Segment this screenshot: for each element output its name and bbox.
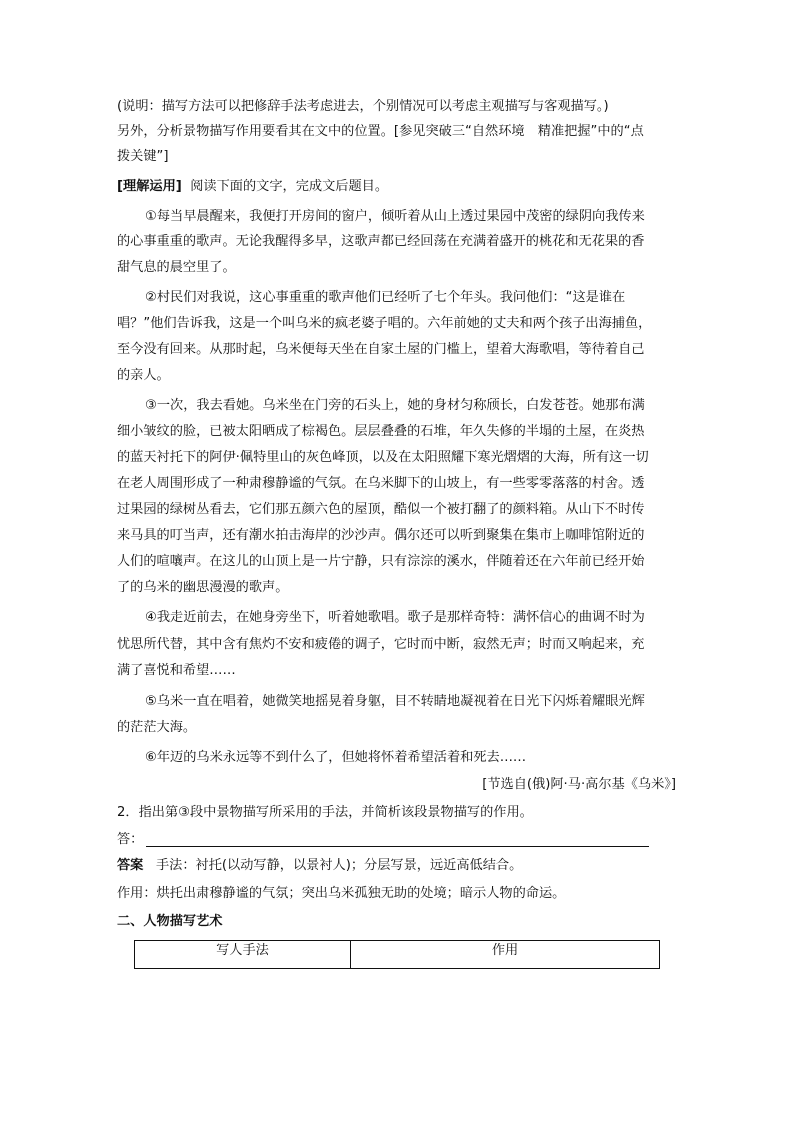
section-heading: 二、人物描写艺术 bbox=[117, 914, 223, 929]
passage-line: 过果园的绿树丛看去，它们那五颜六色的屋顶，酷似一个被打翻了的颜料箱。从山下不时传 bbox=[117, 502, 645, 517]
exercise-header bbox=[117, 178, 677, 196]
passage-line: ④我走近前去，在她身旁坐下，听着她歌唱。歌子是那样奇特：满怀信心的曲调不时为 bbox=[145, 610, 645, 625]
passage-line: 的心事重重的歌声。无论我醒得多早，这歌声都已经回荡在充满着盛开的桃花和无花果的香 bbox=[117, 234, 645, 249]
passage-line: 唱？”他们告诉我，这是一个叫乌米的疯老婆子唱的。六年前她的丈夫和两个孩子出海捕鱼， bbox=[117, 316, 652, 331]
passage-line: 人们的喧嚷声。在这儿的山顶上是一片宁静，只有淙淙的溪水，伴随着还在六年前已经开始 bbox=[117, 554, 645, 569]
passage-line: 至今没有回来。从那时起，乌米便每天坐在自家土屋的门槛上，望着大海歌唱，等待着自己 bbox=[117, 342, 645, 357]
passage-line: ②村民们对我说，这心事重重的歌声他们已经听了七个年头。我问他们：“这是谁在 bbox=[145, 290, 626, 305]
passage-line: 的茫茫大海。 bbox=[117, 720, 197, 735]
passage-line: 在老人周围形成了一种肃穆静谧的气氛。在乌米脚下的山坡上，有一些零零落落的村舍。透 bbox=[117, 476, 645, 491]
intro-note: (说明：描写方法可以把修辞手法考虑进去，个别情况可以考虑主观描写与客观描写。) bbox=[117, 99, 609, 114]
answer-blank-line bbox=[146, 846, 649, 847]
exercise-tag: [理解运用] bbox=[117, 179, 182, 194]
answer-method-line bbox=[117, 857, 677, 875]
passage-line: 甜气息的晨空里了。 bbox=[117, 260, 236, 275]
answer-label: 答案 bbox=[117, 858, 144, 873]
passage-source: [节选自(俄)阿·马·高尔基《乌米》] bbox=[482, 777, 676, 792]
passage-line: 来马具的叮当声，还有潮水拍击海岸的沙沙声。偶尔还可以听到聚集在集市上咖啡馆附近的 bbox=[117, 528, 645, 543]
passage-line: 忧思所代替，其中含有焦灼不安和疲倦的调子，它时而中断，寂然无声；时而又响起来，充 bbox=[117, 637, 645, 652]
intro-line-2: 另外，分析景物描写作用要看其在文中的位置。[参见突破三“自然环境 精准把握”中的“点 bbox=[117, 124, 644, 139]
table-header-cell: 写人手法 bbox=[135, 941, 351, 969]
passage-line: 了的乌米的幽思漫漫的歌声。 bbox=[117, 580, 289, 595]
table-header-cell: 作用 bbox=[351, 941, 660, 969]
question-text: 2．指出第③段中景物描写所采用的手法，并简析该段景物描写的作用。 bbox=[117, 805, 533, 820]
passage-line: ③一次，我去看她。乌米坐在门旁的石头上，她的身材匀称颀长，白发苍苍。她那布满 bbox=[145, 398, 645, 413]
intro-line-3: 拨关键”] bbox=[117, 149, 169, 164]
table-header-row bbox=[135, 941, 660, 969]
passage-line: ⑥年迈的乌米永远等不到什么了，但她将怀着希望活着和死去…… bbox=[145, 750, 527, 765]
exercise-instruction: 阅读下面的文字，完成文后题目。 bbox=[190, 179, 389, 194]
passage-line: ⑤乌米一直在唱着，她微笑地摇晃着身躯，目不转睛地凝视着在日光下闪烁着耀眼光辉 bbox=[145, 694, 645, 709]
passage-line: 的亲人。 bbox=[117, 368, 170, 383]
passage-line: ①每当早晨醒来，我便打开房间的窗户，倾听着从山上透过果园中茂密的绿阴向我传来 bbox=[145, 209, 645, 224]
answer-prompt: 答： bbox=[117, 832, 144, 847]
answer-method: 手法：衬托(以动写静，以景衬人)；分层写景，远近高低结合。 bbox=[155, 858, 523, 873]
passage-line: 细小皱纹的脸，已被太阳晒成了棕褐色。层层叠叠的石堆，年久失修的半塌的土屋，在炎热 bbox=[117, 424, 645, 439]
passage-line: 的蓝天衬托下的阿伊·佩特里山的灰色峰顶，以及在太阳照耀下寒光熠熠的大海，所有这一切 bbox=[117, 450, 649, 465]
passage-line: 满了喜悦和希望…… bbox=[117, 663, 236, 678]
technique-table bbox=[134, 940, 660, 969]
answer-effect: 作用：烘托出肃穆静谧的气氛；突出乌米孤独无助的处境；暗示人物的命运。 bbox=[117, 886, 566, 901]
